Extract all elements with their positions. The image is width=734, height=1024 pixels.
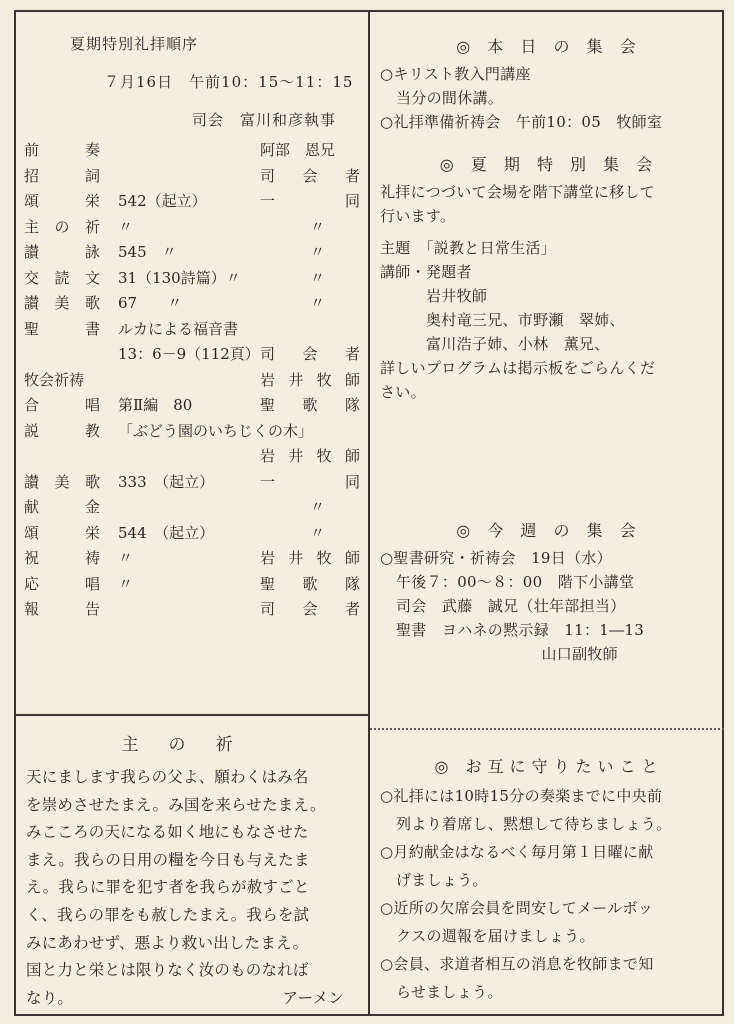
program-detail: 544 （起立）	[118, 523, 215, 542]
week-line-3: 司会 武藤 誠兄（壮年部担当）	[396, 597, 626, 615]
program-person: 岩 井 牧 師	[260, 549, 360, 567]
program-row	[24, 164, 360, 190]
program-row	[24, 419, 360, 445]
prayer-line: みこころの天になる如く地にもなさせた	[26, 823, 309, 842]
summer-title: ◎ 夏 期 特 別 集 会	[439, 155, 659, 174]
program-row	[24, 546, 360, 572]
week-line-1: ○聖書研究・祈祷会 19日（水）	[380, 549, 612, 567]
rules-line: クスの週報を届けましょう。	[396, 927, 595, 945]
program-person: 岩 井 牧 師	[260, 370, 360, 389]
program-label: 聖 書	[24, 319, 100, 338]
program-row	[24, 342, 360, 368]
program-row	[24, 470, 360, 496]
prayer-line: を崇めさせたまえ。み国を来らせたまえ。	[26, 795, 326, 814]
today-line-3: ○礼拝準備祈祷会 午前10：05 牧師室	[380, 113, 663, 131]
right-dotted-divider	[370, 728, 724, 730]
prayer-line: まえ。我らの日用の糧を今日も与えたま	[26, 850, 310, 869]
program-person: 〃	[310, 268, 326, 287]
program-row	[24, 291, 360, 317]
program-label: 祝 祷	[24, 549, 100, 567]
program-detail: 〃	[118, 217, 134, 236]
program-label: 応 唱	[24, 574, 100, 593]
program-row	[24, 266, 360, 292]
prayer-line: 国と力と栄とは限りなく汝のものなれば	[26, 961, 309, 980]
program-list	[24, 138, 360, 623]
week-title: ◎ 今 週 の 集 会	[456, 521, 642, 540]
summer-meeting-section	[380, 150, 718, 404]
program-row	[24, 495, 360, 521]
program-detail: 67 〃	[118, 294, 183, 312]
today-meetings-section	[380, 32, 718, 134]
prayer-last-line	[26, 985, 364, 1013]
worship-order-title: 夏期特別礼拝順序	[70, 35, 199, 53]
program-label: 前 奏	[24, 141, 100, 159]
lords-prayer-body	[26, 764, 364, 1012]
program-row	[24, 240, 360, 266]
worship-order-section	[24, 26, 360, 623]
program-label: 牧会祈祷	[24, 370, 85, 389]
program-label: 頌 栄	[24, 192, 100, 210]
program-detail: 542（起立）	[118, 192, 207, 210]
program-person: 〃	[310, 243, 326, 261]
rules-line: ○礼拝には10時15分の奏楽までに中央前	[380, 787, 663, 805]
worship-date: ７月16日 午前10：15〜11：15	[104, 73, 354, 91]
program-detail: 第Ⅱ編 80	[118, 396, 193, 414]
summer-speaker-2: 奥村竜三兄、市野瀬 翠姉、	[426, 311, 625, 329]
program-row	[24, 368, 360, 394]
prayer-line: みにあわせず、悪より救い出したまえ。	[26, 933, 309, 952]
program-detail: 〃	[118, 549, 134, 567]
today-line-1: ○キリスト教入門講座	[380, 65, 531, 83]
program-detail: 333 （起立）	[118, 472, 215, 491]
summer-theme: 主題 「説教と日常生活」	[380, 239, 557, 257]
program-label: 頌 栄	[24, 523, 100, 542]
program-row	[24, 215, 360, 241]
rules-line: げましょう。	[396, 871, 488, 889]
program-row	[24, 521, 360, 547]
prayer-lines	[26, 764, 364, 985]
lords-prayer-title: 主の祈	[121, 735, 263, 755]
program-label: 交 読 文	[24, 268, 100, 287]
summer-line-2: 行います。	[380, 207, 456, 225]
program-person: 聖 歌 隊	[260, 396, 360, 414]
program-detail: 「ぶどう園のいちじくの木」	[118, 421, 314, 440]
week-line-2: 午後７：00〜８：00 階下小講堂	[396, 573, 635, 591]
program-person: 阿部 恩兄	[260, 141, 336, 159]
prayer-last-text: なり。	[26, 988, 74, 1007]
program-person: 〃	[310, 498, 326, 516]
today-line-2: 当分の間休講。	[396, 89, 504, 107]
prayer-line: え。我らに罪を犯す者を我らが赦すごと	[26, 878, 310, 897]
rules-line: ○会員、求道者相互の消息を牧師まで知	[380, 955, 654, 973]
rules-line: ○近所の欠席会員を問安してメールボッ	[380, 899, 654, 917]
rules-line: ○月約献金はなるべく毎月第１日曜に献	[380, 843, 654, 861]
program-label: 献 金	[24, 498, 100, 516]
summer-line-9: さい。	[380, 383, 426, 401]
program-row	[24, 189, 360, 215]
worship-mc: 司会 富川和彦執事	[192, 111, 337, 129]
program-label: 招 詞	[24, 166, 100, 185]
program-person: 聖 歌 隊	[260, 574, 360, 593]
program-person: 司 会 者	[260, 166, 360, 185]
program-detail: 〃	[118, 574, 134, 593]
prayer-line: く、我らの罪をも赦したまえ。我らを試	[26, 905, 310, 924]
program-row	[24, 138, 360, 164]
program-person: 一 同	[260, 192, 360, 210]
program-detail: 545 〃	[118, 243, 177, 261]
program-person: 司 会 者	[260, 600, 360, 618]
week-line-4: 聖書 ヨハネの黙示録 11：1―13	[396, 621, 645, 639]
program-person: 〃	[310, 217, 326, 236]
program-person: 岩 井 牧 師	[260, 447, 360, 465]
program-label: 説 教	[24, 421, 100, 440]
program-row	[24, 317, 360, 343]
program-row	[24, 393, 360, 419]
today-title: ◎ 本 日 の 集 会	[456, 37, 642, 56]
rules-line: らせましょう。	[396, 983, 503, 1001]
week-meetings-section	[380, 516, 718, 666]
rules-title: ◎ お互に守りたいこと	[434, 757, 664, 776]
program-label: 報 告	[24, 600, 100, 618]
left-horizontal-divider	[14, 714, 370, 716]
week-line-5: 山口副牧師	[541, 645, 618, 663]
summer-line-8: 詳しいプログラムは掲示板をごらんくだ	[380, 359, 656, 377]
program-label: 讃 美 歌	[24, 472, 100, 491]
program-person: 一 同	[260, 472, 360, 491]
prayer-line: 天にまします我らの父よ、願わくはみ名	[26, 768, 309, 786]
program-detail: 31（130詩篇）〃	[118, 268, 241, 287]
program-person: 〃	[310, 294, 326, 312]
program-person: 司 会 者	[260, 345, 360, 363]
rules-lines	[380, 782, 718, 1006]
summer-speaker-3: 富川浩子姉、小林 薫兄、	[426, 335, 610, 353]
amen-text: アーメン	[282, 988, 344, 1007]
summer-speakers-label: 講師・発題者	[380, 263, 472, 281]
rules-section	[380, 752, 718, 1006]
program-row	[24, 597, 360, 623]
rules-line: 列より着席し、黙想して待ちましょう。	[396, 815, 672, 833]
program-detail: 13：6－9（112頁）	[118, 345, 260, 363]
program-label: 主 の 祈	[24, 217, 100, 236]
program-row	[24, 444, 360, 470]
summer-line-1: 礼拝につづいて会場を階下講堂に移して	[380, 183, 656, 201]
program-detail: ルカによる福音書	[118, 319, 239, 338]
program-label: 合 唱	[24, 396, 100, 414]
summer-speaker-1: 岩井牧師	[426, 287, 488, 305]
program-label: 讃 美 歌	[24, 294, 100, 312]
program-person: 〃	[310, 523, 326, 542]
program-label: 讃 詠	[24, 243, 100, 261]
program-row	[24, 572, 360, 598]
